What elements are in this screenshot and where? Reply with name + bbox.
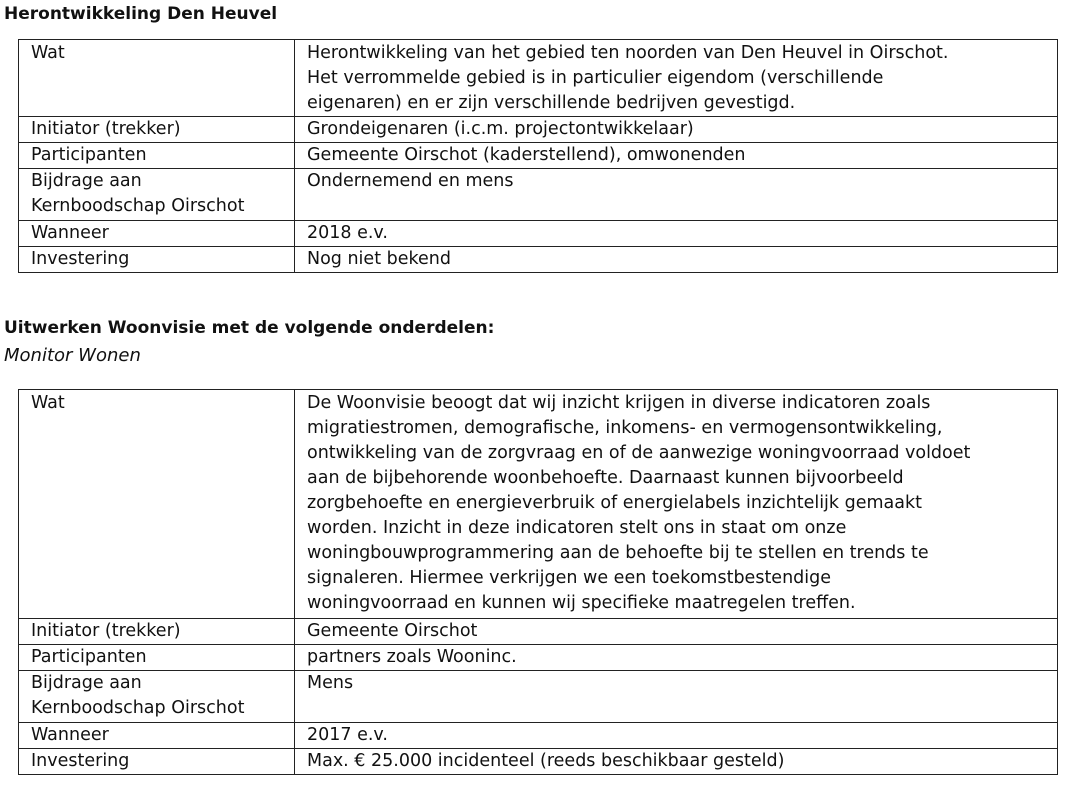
row-label: Participanten: [19, 143, 295, 169]
row-value: Ondernemend en mens: [295, 169, 1058, 221]
value-line: eigenaren) en er zijn verschillende bedrijven gevestigd.: [307, 93, 796, 113]
row-value: 2017 e.v.: [295, 723, 1058, 749]
project-table-herontwikkeling: [18, 39, 1058, 273]
row-label: Wanneer: [19, 221, 295, 247]
row-value: [295, 40, 1058, 117]
table-row-bijdrage: [19, 671, 1058, 723]
row-value: Gemeente Oirschot (kaderstellend), omwonenden: [295, 143, 1058, 169]
row-label: Investering: [19, 749, 295, 775]
table-row-initiator: [19, 619, 1058, 645]
label-line: Bijdrage aan: [31, 171, 142, 191]
table-row-initiator: [19, 117, 1058, 143]
row-value: [295, 390, 1058, 619]
row-label: Investering: [19, 247, 295, 273]
value-line: zorgbehoefte en energieverbruik of energielabels inzichtelijk gemaakt: [307, 493, 922, 513]
table-row-wanneer: [19, 221, 1058, 247]
table-row-investering: [19, 247, 1058, 273]
table-row-wat: [19, 40, 1058, 117]
value-line: De Woonvisie beoogt dat wij inzicht krijgen in diverse indicatoren zoals: [307, 393, 931, 413]
value-line: signaleren. Hiermee verkrijgen we een toekomstbestendige: [307, 568, 832, 588]
row-value: Mens: [295, 671, 1058, 723]
value-line: ontwikkeling van de zorgvraag en of de aanwezige woningvoorraad voldoet: [307, 443, 971, 463]
value-line: migratiestromen, demografische, inkomens- en vermogensontwikkeling,: [307, 418, 943, 438]
row-value: Max. € 25.000 incidenteel (reeds beschikbaar gesteld): [295, 749, 1058, 775]
label-line: Kernboodschap Oirschot: [31, 196, 245, 216]
row-value: partners zoals Wooninc.: [295, 645, 1058, 671]
project-table-woonvisie: [18, 389, 1058, 775]
value-line: Het verrommelde gebied is in particulier eigendom (verschillende: [307, 68, 884, 88]
row-label: Participanten: [19, 645, 295, 671]
table-row-participanten: [19, 645, 1058, 671]
row-label: [19, 671, 295, 723]
section-heading-herontwikkeling: Herontwikkeling Den Heuvel: [4, 4, 278, 24]
row-label: [19, 169, 295, 221]
section-heading-woonvisie: Uitwerken Woonvisie met de volgende onderdelen:: [4, 318, 495, 338]
row-label: Wat: [19, 390, 295, 619]
label-line: Kernboodschap Oirschot: [31, 698, 245, 718]
row-label: Wat: [19, 40, 295, 117]
value-line: Herontwikkeling van het gebied ten noorden van Den Heuvel in Oirschot.: [307, 43, 949, 63]
value-line: woningbouwprogrammering aan de behoefte bij te stellen en trends te: [307, 543, 929, 563]
table-row-participanten: [19, 143, 1058, 169]
row-label: Initiator (trekker): [19, 117, 295, 143]
table-row-bijdrage: [19, 169, 1058, 221]
label-line: Bijdrage aan: [31, 673, 142, 693]
row-value: 2018 e.v.: [295, 221, 1058, 247]
row-value: Nog niet bekend: [295, 247, 1058, 273]
row-label: Wanneer: [19, 723, 295, 749]
table-row-wanneer: [19, 723, 1058, 749]
table-row-wat: [19, 390, 1058, 619]
table-row-investering: [19, 749, 1058, 775]
row-label: Initiator (trekker): [19, 619, 295, 645]
value-line: worden. Inzicht in deze indicatoren stelt ons in staat om onze: [307, 518, 847, 538]
value-line: woningvoorraad en kunnen wij specifieke maatregelen treffen.: [307, 593, 856, 613]
section-subheading: Monitor Wonen: [4, 345, 141, 366]
row-value: Grondeigenaren (i.c.m. projectontwikkelaar): [295, 117, 1058, 143]
row-value: Gemeente Oirschot: [295, 619, 1058, 645]
value-line: aan de bijbehorende woonbehoefte. Daarnaast kunnen bijvoorbeeld: [307, 468, 904, 488]
